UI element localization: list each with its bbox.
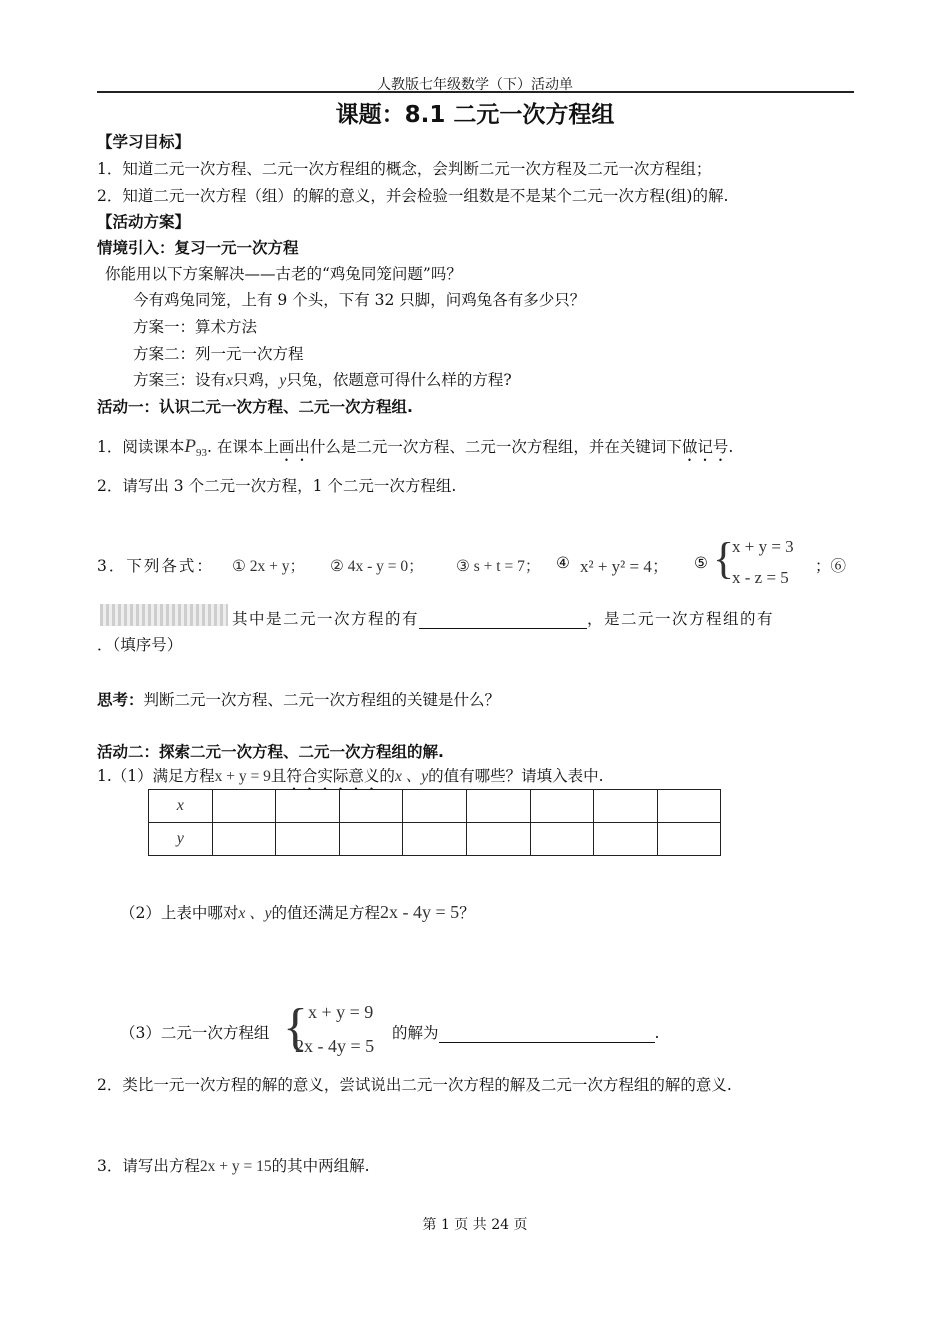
q3-tail-c: ．（填序号） — [97, 636, 183, 654]
table-row-label: x — [149, 790, 213, 823]
a2q12-equation: 2x - 4y = 5 — [380, 902, 460, 922]
think-label: 思考： — [97, 691, 144, 709]
table-cell[interactable] — [530, 823, 594, 856]
system-top-equation: x + y = 9 — [308, 1002, 374, 1022]
table-cell[interactable] — [594, 790, 658, 823]
q3-expr-5-brace: { — [713, 534, 735, 583]
activity2-q1-3-answer — [392, 1021, 659, 1043]
a2q3-text-b: 的其中两组解. — [271, 1157, 370, 1175]
a2q1-text-d: 的值有哪些？请填入表中. — [428, 767, 604, 785]
table-cell[interactable] — [212, 790, 276, 823]
activity2-q3 — [97, 1154, 370, 1176]
q1-emphasis-mark: 做记号 — [681, 438, 729, 456]
problem-text: 今有鸡兔同笼，上有 9 个头，下有 32 只脚，问鸡兔各有多少只？ — [133, 291, 586, 309]
option-3-text-c: 只兔，依题意可得什么样的方程? — [286, 371, 512, 389]
a2q13-text-c: . — [654, 1024, 660, 1042]
q3-label: 3．下列各式： — [97, 557, 214, 575]
goals-heading: 【学习目标】 — [97, 133, 191, 151]
q3-expr-6-label: ；⑥ — [815, 557, 847, 575]
activity2-q1-3-label: （3）二元一次方程组 — [120, 1024, 270, 1042]
a2q12-text-c: ？ — [459, 904, 475, 922]
table-row-y — [149, 823, 721, 856]
table-cell[interactable] — [339, 790, 403, 823]
activity2-q1-2 — [120, 901, 475, 923]
a2q3-equation: 2x + y = 15 — [199, 1158, 272, 1175]
q3-expr-5-top: x + y = 3 — [732, 537, 794, 556]
xy-value-table — [148, 789, 721, 856]
a2q12-vars: x 、y — [238, 905, 272, 922]
q1-text-d: . — [728, 438, 734, 456]
q3-expr-4-label: ④ — [556, 554, 570, 572]
option-2: 方案二：列一元一次方程 — [133, 345, 304, 363]
var-x: x — [226, 372, 233, 389]
q3-expr-6-smudged — [100, 604, 228, 626]
table-cell[interactable] — [403, 790, 467, 823]
var-y: y — [279, 372, 287, 389]
q3-blank-equations[interactable] — [419, 628, 587, 629]
activity2-heading: 活动二：探索二元一次方程、二元一次方程组的解. — [97, 743, 444, 761]
system-bottom-equation: 2x - 4y = 5 — [295, 1036, 375, 1056]
q3-answer-line — [232, 607, 774, 629]
a2q1-vars: x 、y — [394, 768, 429, 785]
table-cell[interactable] — [530, 790, 594, 823]
goal-item-2: 2．知道二元一次方程（组）的解的意义，并会检验一组数是不是某个二元一次方程(组)的解. — [97, 187, 729, 205]
q3-expr-5-label: ⑤ — [694, 554, 708, 572]
think-text: 判断二元一次方程、二元一次方程组的关键是什么？ — [143, 691, 501, 709]
option-1: 方案一：算术方法 — [133, 318, 258, 336]
system-brace: { — [283, 999, 308, 1056]
q3-expr-4: x² + y² = 4； — [580, 557, 669, 576]
page-ref-number: 93 — [195, 447, 207, 460]
a2q1-text-a: 1.（1）满足方程 — [97, 767, 215, 785]
q3-expr-3: ③ s + t = 7； — [456, 558, 541, 575]
q1-text-c: 什么是二元一次方程、二元一次方程组，并在关键词下 — [309, 438, 682, 456]
table-cell[interactable] — [276, 790, 340, 823]
a2q12-text-a: （2）上表中哪对 — [120, 904, 239, 922]
activity1-q2: 2．请写出 3 个二元一次方程，1 个二元一次方程组. — [97, 477, 457, 495]
q3-expr-1: ① 2x + y； — [232, 558, 306, 575]
a2q13-text-b: 的解为 — [392, 1024, 439, 1042]
q1-emphasis-draw: 画出 — [278, 438, 310, 456]
activity2-q2: 2．类比一元一次方程的解的意义，尝试说出二元一次方程的解及二元一次方程组的解的意义. — [97, 1076, 732, 1094]
q1-text-b: . 在课本上 — [206, 438, 279, 456]
q1-text-a: 1．阅读课本 — [97, 438, 185, 456]
think-line — [97, 688, 500, 710]
table-cell[interactable] — [657, 823, 721, 856]
option-3-text-a: 方案三：设有 — [133, 371, 227, 389]
q3-expr-2: ② 4x - y = 0； — [330, 558, 424, 575]
intro-heading: 情境引入：复习一元一次方程 — [97, 239, 299, 257]
table-cell[interactable] — [276, 823, 340, 856]
table-cell[interactable] — [657, 790, 721, 823]
table-cell[interactable] — [594, 823, 658, 856]
a2q3-text-a: 3．请写出方程 — [97, 1157, 200, 1175]
page-footer: 第 1 页 共 24 页 — [422, 1217, 528, 1233]
table-cell[interactable] — [466, 790, 530, 823]
table-row-label: y — [149, 823, 213, 856]
a2q1-emphasis: 符合实际意义 — [286, 767, 380, 785]
table-cell[interactable] — [403, 823, 467, 856]
q3-tail-b: ，是二元一次方程组的有 — [587, 610, 775, 628]
a2q12-text-b: 的值还满足方程 — [271, 904, 381, 922]
option-3-text-b: 只鸡， — [232, 371, 280, 389]
intro-question: 你能用以下方案解决——古老的“鸡兔同笼问题”吗？ — [105, 265, 462, 283]
option-3 — [133, 368, 512, 390]
table-row-x — [149, 790, 721, 823]
table-cell[interactable] — [466, 823, 530, 856]
activity1-heading: 活动一：认识二元一次方程、二元一次方程组. — [97, 398, 413, 416]
page-title: 课题：8.1 二元一次方程组 — [335, 102, 615, 128]
activity1-q1 — [97, 435, 733, 465]
page-header: 人教版七年级数学（下）活动单 — [377, 77, 573, 93]
system-solution-blank[interactable] — [439, 1042, 655, 1043]
page-ref: P — [184, 436, 196, 457]
a2q1-equation: x + y = 9 — [214, 768, 271, 785]
table-cell[interactable] — [339, 823, 403, 856]
q3-expr-5-bottom: x - z = 5 — [732, 568, 789, 587]
a2q1-text-b: 且 — [270, 767, 287, 785]
plan-heading: 【活动方案】 — [97, 213, 191, 231]
a2q1-text-c: 的 — [379, 767, 395, 785]
table-cell[interactable] — [212, 823, 276, 856]
q3-tail-a: 其中是二元一次方程的有 — [232, 610, 420, 628]
header-rule — [97, 91, 854, 93]
goal-item-1: 1．知道二元一次方程、二元一次方程组的概念，会判断二元一次方程及二元一次方程组； — [97, 160, 712, 178]
